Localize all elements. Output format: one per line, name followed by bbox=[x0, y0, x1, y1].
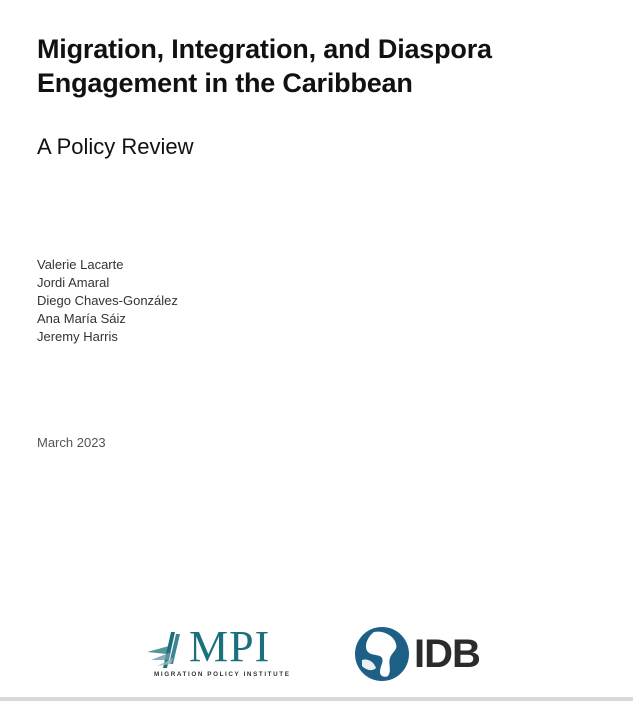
idb-logo bbox=[354, 626, 504, 682]
report-subtitle: A Policy Review bbox=[37, 134, 194, 159]
report-title bbox=[37, 32, 597, 100]
author-name: Jordi Amaral bbox=[37, 275, 110, 290]
page-bottom-edge bbox=[0, 697, 633, 701]
mpi-bird-mark-icon bbox=[145, 630, 193, 670]
publication-date: March 2023 bbox=[37, 435, 106, 450]
mpi-logo bbox=[145, 622, 297, 682]
mpi-tagline: MIGRATION POLICY INSTITUTE bbox=[154, 671, 291, 678]
report-title-line-1: Migration, Integration, and Diaspora bbox=[37, 34, 492, 64]
idb-wordmark: IDB bbox=[414, 632, 480, 676]
mpi-wordmark: MPI bbox=[189, 622, 271, 671]
author-name: Valerie Lacarte bbox=[37, 257, 124, 272]
idb-globe-icon bbox=[354, 626, 410, 682]
author-name: Diego Chaves-González bbox=[37, 293, 178, 308]
author-name: Ana María Sáiz bbox=[37, 311, 126, 326]
author-list bbox=[37, 256, 178, 346]
author-name: Jeremy Harris bbox=[37, 329, 118, 344]
report-title-line-2: Engagement in the Caribbean bbox=[37, 68, 413, 98]
